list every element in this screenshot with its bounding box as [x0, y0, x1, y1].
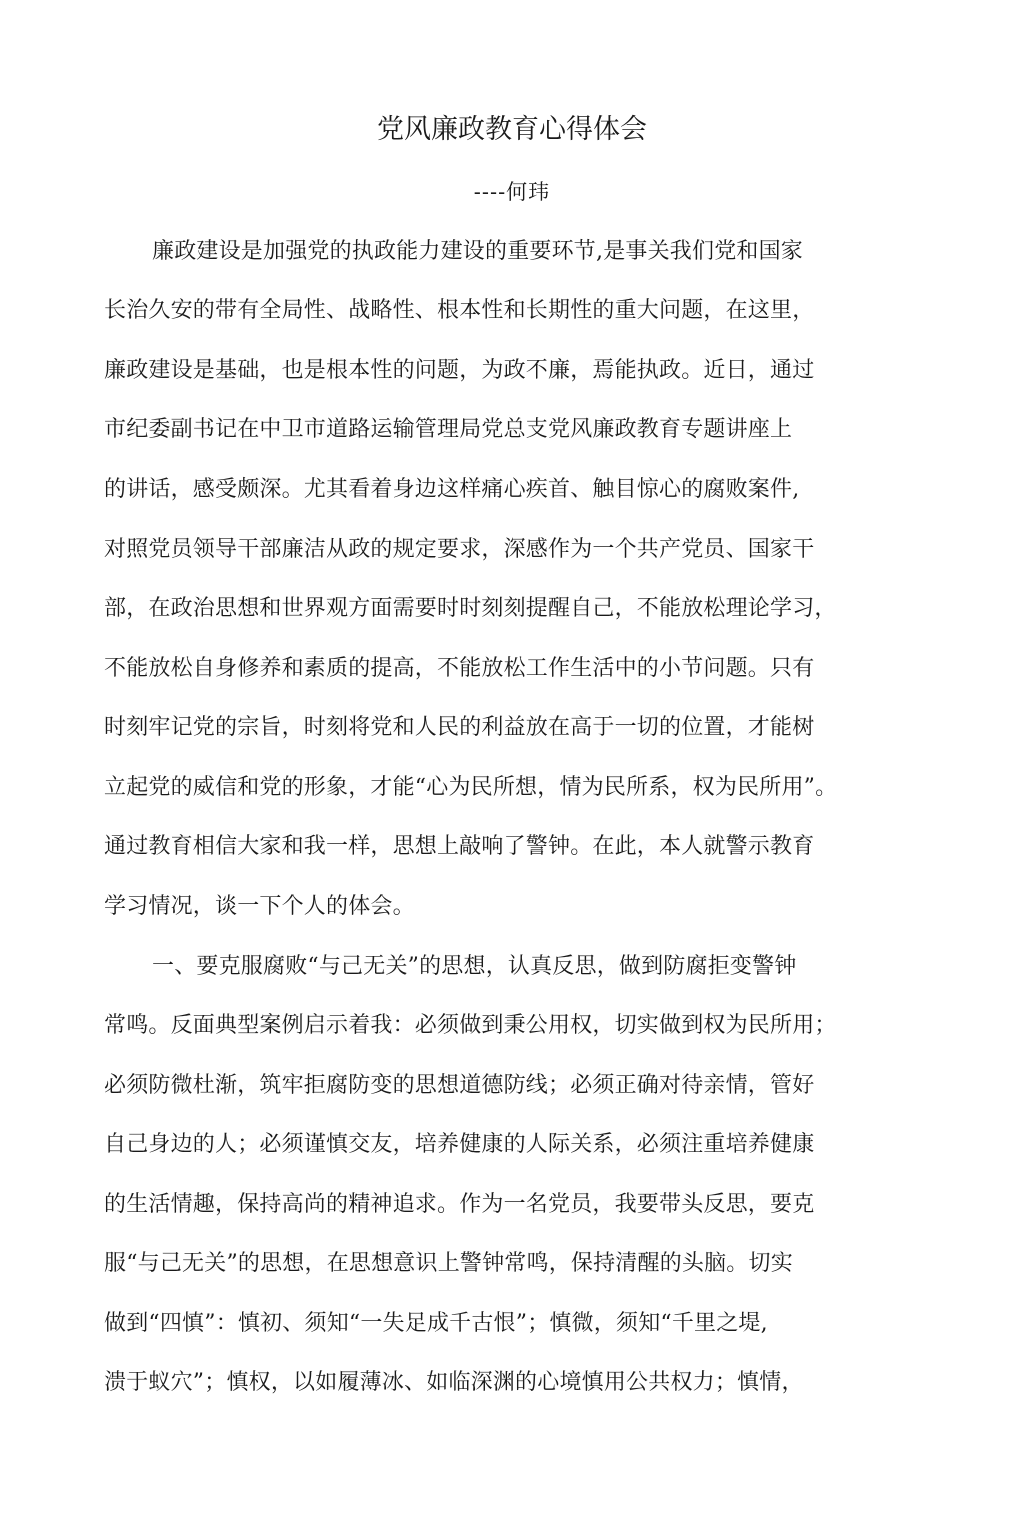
paragraph-line: 服“与己无关”的思想，在思想意识上警钟常鸣，保持清醒的头脑。切实 [104, 1251, 793, 1276]
paragraph-line: 通过教育相信大家和我一样，思想上敲响了警钟。在此，本人就警示教育 [104, 834, 815, 859]
paragraph-line: 必须防微杜渐，筑牢拒腐防变的思想道德防线；必须正确对待亲情，管好 [104, 1073, 815, 1098]
paragraph-line: 学习情况，谈一下个人的体会。 [104, 894, 415, 919]
paragraph-line: 部，在政治思想和世界观方面需要时时刻刻提醒自己，不能放松理论学习， [104, 596, 837, 621]
paragraph-line: 常鸣。反面典型案例启示着我：必须做到秉公用权，切实做到权为民所用； [104, 1013, 837, 1038]
document-author: ----何玮 [473, 180, 551, 204]
paragraph-line: 的生活情趣，保持高尚的精神追求。作为一名党员，我要带头反思，要克 [104, 1192, 815, 1217]
paragraph-line: 对照党员领导干部廉洁从政的规定要求，深感作为一个共产党员、国家干 [104, 537, 815, 562]
paragraph-line: 廉政建设是加强党的执政能力建设的重要环节,是事关我们党和国家 [152, 239, 803, 264]
paragraph-line: 溃于蚁穴”；慎权，以如履薄冰、如临深渊的心境慎用公共权力；慎情， [104, 1370, 804, 1395]
paragraph-line: 一、要克服腐败“与己无关”的思想，认真反思，做到防腐拒变警钟 [152, 954, 797, 979]
paragraph-line: 廉政建设是基础，也是根本性的问题，为政不廉，焉能执政。近日，通过 [104, 358, 815, 383]
paragraph-line: 不能放松自身修养和素质的提高，不能放松工作生活中的小节问题。只有 [104, 656, 815, 681]
paragraph-line: 的讲话，感受颇深。尤其看着身边这样痛心疾首、触目惊心的腐败案件, [104, 477, 800, 502]
paragraph-line: 市纪委副书记在中卫市道路运输管理局党总支党风廉政教育专题讲座上 [104, 417, 793, 442]
paragraph-line: 长治久安的带有全局性、战略性、根本性和长期性的重大问题，在这里， [104, 298, 815, 323]
paragraph-line: 自己身边的人；必须谨慎交友，培养健康的人际关系，必须注重培养健康 [104, 1132, 815, 1157]
paragraph-line: 时刻牢记党的宗旨，时刻将党和人民的利益放在高于一切的位置，才能树 [104, 715, 815, 740]
paragraph-line: 做到“四慎”：慎初、须知“一失足成千古恨”；慎微，须知“千里之堤, [104, 1311, 768, 1336]
paragraph-line: 立起党的威信和党的形象，才能“心为民所想，情为民所系，权为民所用”。 [104, 775, 838, 800]
document-title: 党风廉政教育心得体会 [377, 114, 647, 145]
